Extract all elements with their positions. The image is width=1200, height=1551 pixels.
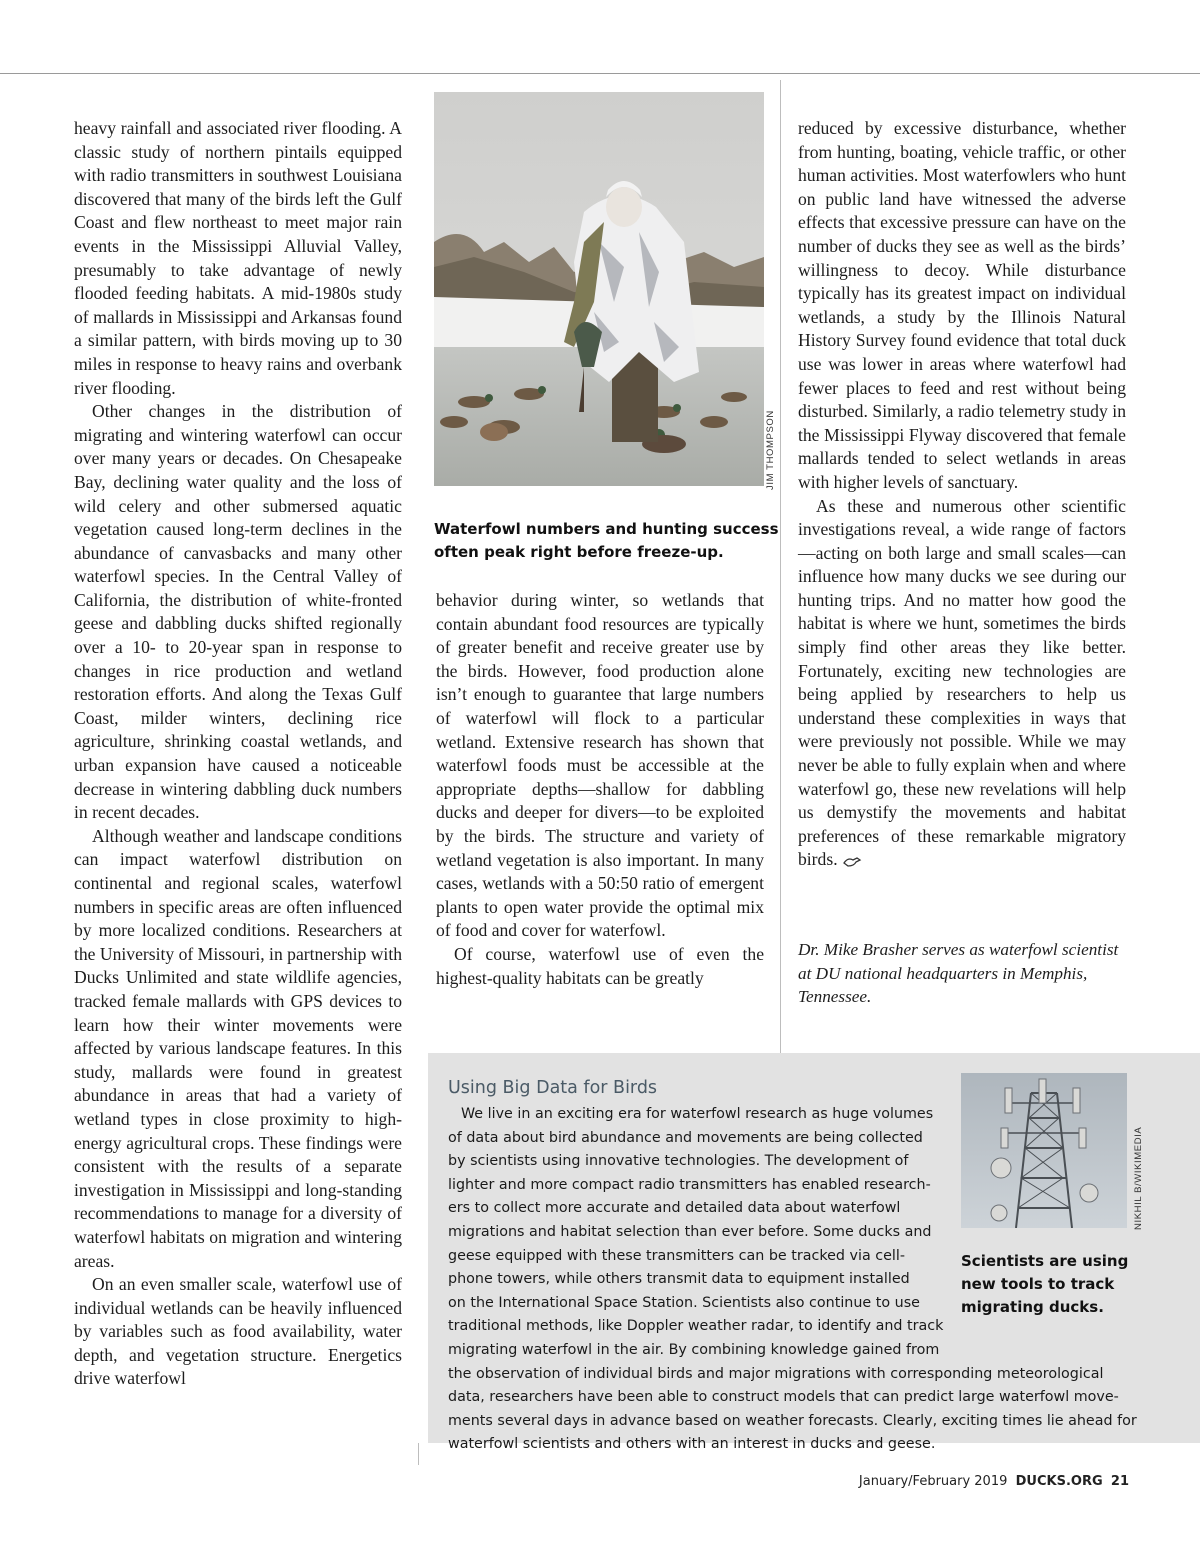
column-rule (418, 1443, 419, 1465)
issue-date: January/February 2019 (858, 1474, 1008, 1489)
sidebar-line: traditional methods, like Doppler weather radar, to identify and track (448, 1318, 944, 1335)
photo-credit: JIM THOMPSON (765, 410, 776, 490)
caption-line: Scientists are using (961, 1252, 1129, 1270)
paragraph: Other changes in the distribution of migrating and wintering waterfowl can occur over many years or decades. On Chesapeake Bay, declining water quality and the loss of wild celery and other submersed aquatic vegetation caused long-term declines in the abundance of canvasbacks and many other waterfowl species. In the Central Valley of California, the distribution of white-fronted geese and dabbling ducks shifted regionally over a 10- to 20-year span in response to changes in rice production and wetland restoration efforts. And along the Texas Gulf Coast, milder winters, declining rice agriculture, shrinking coastal wetlands, and urban expansion have caused a noticeable decrease in wintering dabbling duck numbers in recent decades. (74, 401, 402, 823)
sidebar-photo-caption (961, 1250, 1128, 1319)
author-byline: Dr. Mike Brasher serves as waterfowl scientist at DU national headquarters in Memphis, Tennessee. (798, 940, 1119, 1007)
column-rule (780, 80, 781, 1053)
paragraph: Of course, waterfowl use of even the highest-quality habitats can be greatly (436, 943, 764, 988)
page-footer (859, 1474, 1129, 1489)
sidebar-line: the observation of individual birds and major migrations with corresponding meteorological (448, 1365, 1104, 1382)
article-column-1 (74, 117, 402, 1391)
sidebar-line: ers to collect more accurate and detailed data about waterfowl (448, 1200, 901, 1217)
sidebar-photo-credit: NIKHIL B/WIKIMEDIA (1133, 1126, 1144, 1230)
sidebar-title: Using Big Data for Birds (448, 1078, 658, 1098)
article-column-2 (436, 589, 764, 990)
caption-line: new tools to track (961, 1275, 1115, 1293)
sidebar-line: by scientists using innovative technologies. The development of (448, 1153, 909, 1170)
page-number: 21 (1110, 1474, 1129, 1489)
article-column-3 (798, 117, 1126, 872)
paragraph: behavior during winter, so wetlands that contain abundant food resources are typically of greater benefit and receive greater use by the birds. However, food production alone isn’t enough to guarantee that large numbers of waterfowl will flock to a particular wetland. Extensive research has shown that waterfowl foods must be accessible at the appropriate depths—shallow for dabbling ducks and deeper for divers—to be exploited by the birds. The structure and variety of wetland vegetation is also important. In many cases, wetlands with a 50:50 ratio of emergent plants to open water provide the optimal mix of food and cover for waterfowl. (436, 590, 764, 941)
sidebar-line: We live in an exciting era for waterfowl research as huge volumes (461, 1106, 934, 1122)
sidebar-line: ments several days in advance based on weather forecasts. Clearly, exciting times lie ahead for (448, 1412, 1137, 1429)
sidebar-line: geese equipped with these transmitters can be tracked via cell- (448, 1247, 906, 1264)
paragraph: reduced by excessive disturbance, whether from hunting, boating, vehicle traffic, or other human activities. Most waterfowlers who hunt on public land have witnessed the adverse effects that excessive pressure can have on the number of ducks they see as well as the birds’ willingness to decoy. While disturbance typically has its greatest impact on individual wetlands, a study by the Illinois Natural History Survey found evidence that total duck use was lower in areas where waterfowl had fewer places to feed and rest without being disturbed. Similarly, a radio telemetry study in the Mississippi Flyway discovered that female mallards tended to select wetlands in areas with higher levels of sanctuary. (798, 118, 1126, 492)
sidebar-line: migrating waterfowl in the air. By combining knowledge gained from (448, 1341, 940, 1358)
paragraph (798, 495, 1126, 873)
caption-line: Waterfowl numbers and hunting success (434, 520, 779, 538)
top-rule (0, 73, 1200, 74)
sidebar-line: of data about bird abundance and movements are being collected (448, 1129, 923, 1146)
photo-caption (434, 518, 779, 564)
caption-line: migrating ducks. (961, 1298, 1104, 1316)
paragraph: heavy rainfall and associated river flooding. A classic study of northern pintails equipped with radio transmitters in southwest Louisiana discovered that many of the birds left the Gulf Coast and flew northeast to meet major rain events in the Mississippi Alluvial Valley, presumably to take advantage of newly flooded feeding habitats. A mid-1980s study of mallards in Mississippi and Arkansas found a similar pattern, with birds moving up to 30 miles in response to heavy rains and overbank river flooding. (74, 118, 402, 398)
sidebar-line: phone towers, while others transmit data to equipment installed (448, 1271, 910, 1288)
sidebar-line: on the International Space Station. Scientists also continue to use (448, 1294, 920, 1311)
sidebar-line: data, researchers have been able to construct models that can predict large waterfowl move- (448, 1389, 1119, 1406)
paragraph-text: As these and numerous other scientific investigations reveal, a wide range of factors—acting on both large and small scales—can influence how many ducks we see during our hunting trips. And no matter how good the habitat is where we hunt, sometimes the birds simply find other areas they like better. Fortunately, exciting new technologies are being applied by researchers to help us understand these complexities in ways that were previously not possible. While we may never be able to fully explain when and where waterfowl go, these new revelations will help us demystify the movements and habitat preferences of these remarkable migratory birds. (798, 495, 1126, 870)
paragraph: On an even smaller scale, waterfowl use of individual wetlands can be heavily influenced by variables such as food availability, water depth, and vegetation structure. Energetics drive waterfowl (74, 1274, 402, 1389)
cell-tower-photo (961, 1073, 1127, 1228)
site-name: DUCKS.ORG (1015, 1474, 1103, 1489)
sidebar-line: lighter and more compact radio transmitters has enabled research- (448, 1176, 931, 1193)
hunter-photo (434, 92, 764, 486)
caption-line: often peak right before freeze-up. (434, 543, 724, 561)
duck-end-mark-icon (842, 854, 862, 868)
paragraph: Although weather and landscape conditions can impact waterfowl distribution on continental and regional scales, waterfowl numbers in specific areas are often influenced by more localized conditions. Researchers at the University of Missouri, in partnership with Ducks Unlimited and state wildlife agencies, tracked female mallards with GPS devices to learn how their winter movements were affected by various landscape features. In this study, mallards were found in greatest abundance in areas that had a variety of wetland types in close proximity to high-energy agricultural crops. These findings were consistent with the results of a separate investigation in Mississippi and long-standing recommendations to manage for a diversity of waterfowl habitats on migration and wintering areas. (74, 825, 402, 1271)
sidebar-line: waterfowl scientists and others with an interest in ducks and geese. (448, 1436, 936, 1453)
sidebar-line: migrations and habitat selection than ever before. Some ducks and (448, 1223, 932, 1240)
